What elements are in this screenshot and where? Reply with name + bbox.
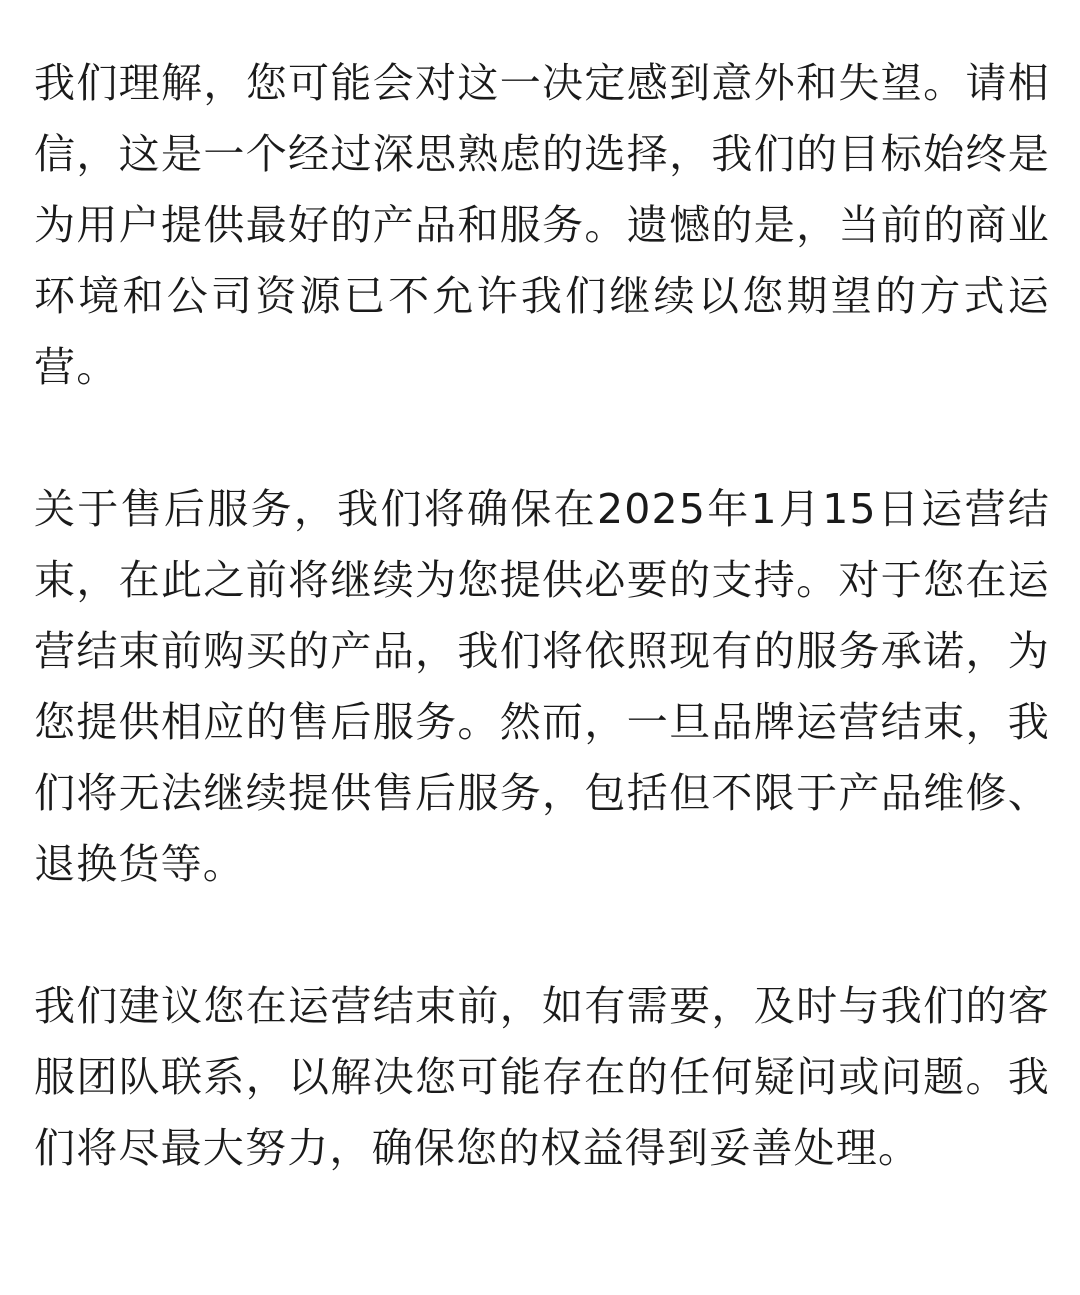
paragraph-after-sales: 关于售后服务，我们将确保在2025年1月15日运营结束，在此之前将继续为您提供必要的支持。对于您在运营结束前购买的产品，我们将依照现有的服务承诺，为您提供相应的售后服务。然而，一旦品牌运营结束，我们将无法继续提供售后服务，包括但不限于产品维修、退换货等。 [34, 485, 1050, 888]
paragraph-contact-advice: 我们建议您在运营结束前，如有需要，及时与我们的客服团队联系，以解决您可能存在的任何疑问或问题。我们将尽最大努力，确保您的权益得到妥善处理。 [34, 982, 1050, 1172]
paragraph-apology: 我们理解，您可能会对这一决定感到意外和失望。请相信，这是一个经过深思熟虑的选择，我们的目标始终是为用户提供最好的产品和服务。遗憾的是，当前的商业环境和公司资源已不允许我们继续以您期望的方式运营。 [34, 59, 1050, 391]
